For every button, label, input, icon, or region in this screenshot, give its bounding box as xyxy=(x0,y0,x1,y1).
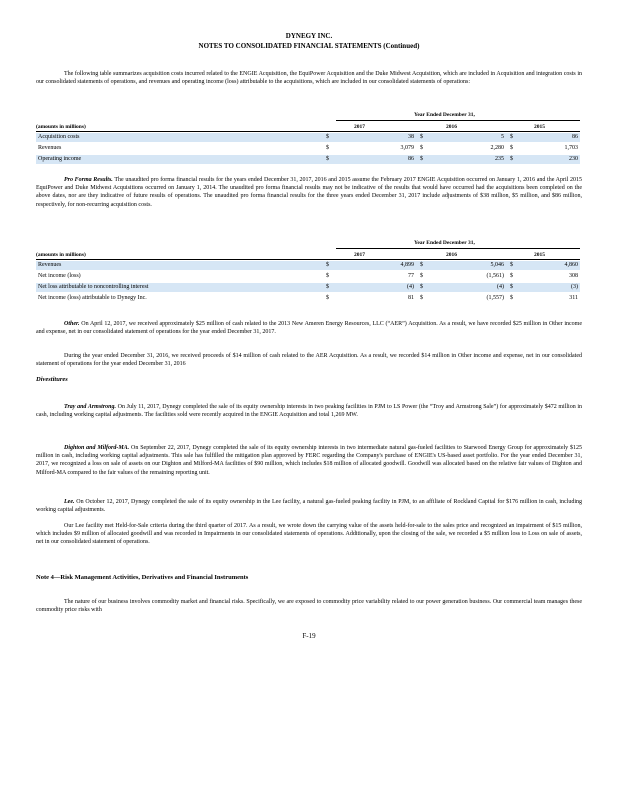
dighton-lead: Dighton and Milford-MA. xyxy=(64,445,130,451)
page-number: F-19 xyxy=(302,632,316,640)
table2-col-rule xyxy=(36,259,580,260)
row-label: Revenues xyxy=(38,262,62,268)
table2-year-col: 2017 xyxy=(354,252,365,258)
table2-period-header: Year Ended December 31, xyxy=(414,240,475,246)
lee-lead: Lee. xyxy=(64,499,75,505)
table-cell: 81 xyxy=(408,295,414,301)
currency-symbol: $ xyxy=(326,295,329,301)
divestitures-heading: Divestitures xyxy=(36,376,68,383)
tray-lead: Tray and Armstrong. xyxy=(64,404,116,410)
currency-symbol: $ xyxy=(326,156,329,162)
currency-symbol: $ xyxy=(326,284,329,290)
note4-paragraph: The nature of our business involves commodity market and financial risks. Specifically, we are exposed to commodity price variability related to our power generation business. Our commercial team manages these commodity price risks with xyxy=(36,599,582,614)
table-cell: 77 xyxy=(408,273,414,279)
currency-symbol: $ xyxy=(510,295,513,301)
table-cell: 3,079 xyxy=(400,145,414,151)
pro-forma-text: The unaudited pro forma financial results for the years ended December 31, 2017, 2016 and 2015 assume the February 2017 ENGIE Acquisition occurred on January 1, 2016 and the April 2015 EquiPower and Duke Midwest Acquisitions occurred on January 1, 2014. The unaudited pro forma financial results may not be indicative of the results that would have occurred had the acquisitions been completed on the above dates, nor are they indicative of future results of operations. The unaudited pro forma financial results for the three years ended December 31, 2017 include adjustments of $38 million, $5 million, and $86 million, respectively, for non-recurring acquisition costs. xyxy=(36,177,582,208)
table-row xyxy=(36,155,580,164)
table1-units-label: (amounts in millions) xyxy=(36,124,86,130)
row-label: Operating income xyxy=(38,156,82,162)
table-cell: 2,280 xyxy=(490,145,504,151)
table-cell: 308 xyxy=(569,273,578,279)
table-cell: 1,703 xyxy=(564,145,578,151)
aer-2016-paragraph: During the year ended December 31, 2016, we received proceeds of $14 million of cash related to the AER Acquisition. As a result, we recorded $14 million in Other income and expense, net in our consolidated statement of operations for the year ended December 31, 2016 xyxy=(36,353,582,368)
table2-header-rule xyxy=(336,248,580,249)
table2-year-col: 2015 xyxy=(534,252,545,258)
currency-symbol: $ xyxy=(326,145,329,151)
table-cell: 5,046 xyxy=(490,262,504,268)
table-row xyxy=(36,144,580,153)
currency-symbol: $ xyxy=(420,145,423,151)
table-cell: 86 xyxy=(572,134,578,140)
table1-col-rule xyxy=(36,131,580,132)
table1-year-col: 2015 xyxy=(534,124,545,130)
intro-paragraph: The following table summarizes acquisition costs incurred related to the ENGIE Acquisition, the EquiPower Acquisition and the Duke Midwest Acquisition, which are included in Acquisition and integration costs in our consolidated statements of operations, and revenues and operating income (loss) attributable to the acquisitions, which are included in our consolidated statements of operations: xyxy=(36,71,582,86)
table-row xyxy=(36,261,580,270)
table-cell: (1,561) xyxy=(486,273,504,279)
acquisition-table xyxy=(36,112,580,172)
table1-year-col: 2017 xyxy=(354,124,365,130)
currency-symbol: $ xyxy=(420,284,423,290)
lee-paragraph xyxy=(36,498,582,514)
table-row xyxy=(36,294,580,303)
table-cell: 311 xyxy=(569,295,578,301)
note4-heading: Note 4—Risk Management Activities, Derivatives and Financial Instruments xyxy=(36,574,249,581)
currency-symbol: $ xyxy=(326,134,329,140)
currency-symbol: $ xyxy=(420,262,423,268)
lee-text: On October 12, 2017, Dynegy completed the sale of its equity ownership in the Lee facility, a natural gas-fueled peaking facility in PJM, to an affiliate of Rockland Capital for $176 million in cash, including working capital adjustments. xyxy=(36,499,583,514)
row-label: Net income (loss) attributable to Dynegy Inc. xyxy=(38,295,147,301)
table1-year-col: 2016 xyxy=(446,124,457,130)
currency-symbol: $ xyxy=(326,262,329,268)
lee-held-for-sale-paragraph: Our Lee facility met Held-for-Sale criteria during the third quarter of 2017. As a result, we wrote down the carrying value of the assets held-for-sale to the sales price and recognized an impairment of $15 million, which includes $9 million of allocated goodwill and was recorded in Impairments in our consolidated statements of operations. Additionally, upon the closing of the sale, we recorded a $5 million loss to Loss on sale of assets, net in our consolidated statement of operations. xyxy=(36,523,582,546)
table-cell: 4,899 xyxy=(400,262,414,268)
row-label: Acquisition costs xyxy=(38,134,80,140)
table-row xyxy=(36,283,580,292)
company-name: DYNEGY INC. xyxy=(285,32,333,40)
currency-symbol: $ xyxy=(510,262,513,268)
table-row xyxy=(36,133,580,142)
table-cell: 230 xyxy=(569,156,578,162)
table-cell: (4) xyxy=(497,284,504,290)
currency-symbol: $ xyxy=(420,134,423,140)
currency-symbol: $ xyxy=(326,273,329,279)
table-cell: 86 xyxy=(408,156,414,162)
currency-symbol: $ xyxy=(420,295,423,301)
currency-symbol: $ xyxy=(420,156,423,162)
currency-symbol: $ xyxy=(510,134,513,140)
table-cell: 5 xyxy=(501,134,504,140)
page-subtitle: NOTES TO CONSOLIDATED FINANCIAL STATEMENTS (Continued) xyxy=(198,42,420,50)
table1-period-header: Year Ended December 31, xyxy=(414,112,475,118)
row-label: Net loss attributable to noncontrolling interest xyxy=(38,284,149,290)
table2-units-label: (amounts in millions) xyxy=(36,252,86,258)
table-cell: (3) xyxy=(571,284,578,290)
pro-forma-paragraph xyxy=(36,176,582,209)
table-cell: 235 xyxy=(495,156,504,162)
currency-symbol: $ xyxy=(510,156,513,162)
pro-forma-table xyxy=(36,240,580,316)
other-text: On April 12, 2017, we received approximately $25 million of cash related to the 2013 New Ameren Energy Resources, LLC (“AER”) Acquisition. As a result, we have recorded $25 million in Other income and expense, net in our consolidated statement of operations for the year ended December 31, 2017. xyxy=(36,321,582,336)
dighton-text: On September 22, 2017, Dynegy completed the sale of its equity ownership interests in two intermediate natural gas-fueled facilities to Starwood Energy Group for approximately $125 million in cash, including working capital adjustments. This sale has fulfilled the mitigation plan approved by FERC regarding the Company's purchase of ENGIE's US-based asset portfolio. For the year ended December 31, 2017, we recognized a loss on sale of assets on our Dighton and Milford-MA facilities of $90 million, which includes $18 million of allocated goodwill. Goodwill was allocated based on the relative fair values of Dighton and Milford-MA compared to the fair values of the remaining reporting unit. xyxy=(36,445,582,476)
table-cell: (1,557) xyxy=(486,295,504,301)
row-label: Revenues xyxy=(38,145,62,151)
tray-armstrong-paragraph xyxy=(36,403,582,419)
table-cell: (4) xyxy=(407,284,414,290)
table2-year-col: 2016 xyxy=(446,252,457,258)
pro-forma-lead: Pro Forma Results. xyxy=(64,177,113,183)
row-label: Net income (loss) xyxy=(38,273,81,279)
currency-symbol: $ xyxy=(420,273,423,279)
currency-symbol: $ xyxy=(510,145,513,151)
table-cell: 4,860 xyxy=(564,262,578,268)
currency-symbol: $ xyxy=(510,284,513,290)
table-cell: 38 xyxy=(408,134,414,140)
dighton-paragraph xyxy=(36,444,582,477)
tray-text: On July 11, 2017, Dynegy completed the sale of its equity ownership interests in two peaking facilities in PJM to LS Power (the “Troy and Armstrong Sale”) for approximately $472 million in cash, including working capital adjustments. The facilities sold were recently acquired in the ENGIE Acquisition and total 1,269 MW. xyxy=(36,404,583,419)
table1-header-rule xyxy=(336,120,580,121)
table-row xyxy=(36,272,580,281)
other-lead: Other. xyxy=(64,321,80,327)
other-paragraph xyxy=(36,320,582,336)
currency-symbol: $ xyxy=(510,273,513,279)
